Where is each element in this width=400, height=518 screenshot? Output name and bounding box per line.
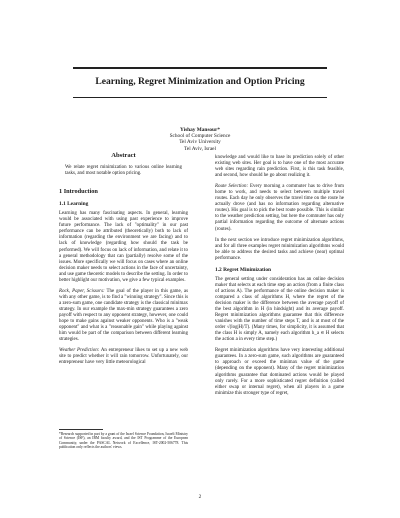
author-university: Tel Aviv University (179, 139, 221, 146)
rps-text: The goal of the player in this game, as with any other game, is to find a "winning strategy". Since this is a zero-sum game, one candidate strategy is the classical minimax strategy. In our example the max-min strategy guarantees a zero payoff with respect to any opponent strategy, however, one could hope to make gains against weaker opponents. Who is a "weak opponent" and what is a "reasonable gain" while playing against him would be part of the comparison between different learning strategies. (59, 288, 188, 343)
paragraph-rock-paper-scissors (59, 289, 188, 343)
footnote-rule (59, 429, 103, 430)
abstract-text: We relate regret minimization to various online learning tasks, and most notable option pricing. (65, 165, 182, 177)
paragraph-zero-sum: Regret minimization algorithms have very interesting additional guarantees. In a zero-sum game, such algorithms are guaranteed to approach or exceed the minimax value of the game (depending on the opponent). Many of the regret minimization algorithms guarantee that dominated actions would be played only rarely. For a more sophisticated regret definition (called either swap or internal regret), when all players in a game minimize this stronger type of regret, (215, 348, 344, 396)
subsection-heading-learning: 1.1 Learning (59, 201, 89, 208)
weather-text: An entrepreneur likes to set up a new web site to predict whether it will rain tomorrow. Unfortunately, our entrepreneur have very little meteorological (59, 348, 188, 366)
author-dept: School of Computer Science (169, 133, 231, 140)
title-bottom-rule (73, 97, 327, 98)
page-number: 2 (198, 494, 202, 500)
paper-title: Learning, Regret Minimization and Option Pricing (95, 76, 305, 87)
paragraph-next-section: In the next section we introduce regret minimization algorithms, and for all three examples regret minimization algorithms would be able to address the desired tasks and achieve (near) optimal performance. (215, 237, 344, 261)
route-text: Every morning a commuter has to drive from home to work, and needs to select between multiple travel routes. Each day he only observes the travel time on the route he actually drove (and has no information regarding alternative routes). His goal is to pick the best route possible. This is similar to the weather prediction setting, but here the commuter has only partial information regarding the outcome of alternate actions (routes). (215, 184, 344, 232)
paragraph-route-selection (215, 184, 344, 232)
author-block (0, 127, 400, 152)
right-column (215, 155, 344, 402)
paragraph-weather-prediction (59, 348, 188, 366)
paragraph-regret-setting: The general setting under consideration has an online decision maker that selects at each time step an action (from a finite class of actions A). The performance of the online decision maker is compared a class of algorithms H, where the regret of the decision maker is the difference between the average payoff of the best algorithm in H (in hindsight) and its average payoff. Regret minimization algorithms guarantee that this difference vanishes with the number of time steps T, and is at most of the order √(log|H|/T). (Many times, for simplicity, it is assumed that the class H is simply A, namely each algorithm h_a ∈ H selects the action a in every time step.) (215, 276, 344, 343)
author-name: Yishay Mansour* (180, 127, 220, 133)
footnote: *Research supported in part by a grant of the Israel Science Foundation, Israeli Ministry of Science (ISF), an IBM faculty award, and the IST Programme of the European Community, under the PASCAL Network of Excellence, IST-2002-506778. This publication only reflects the authors' views. (59, 432, 188, 449)
title-top-rule (73, 67, 327, 69)
runin-label-weather: Weather Prediction: (59, 348, 100, 354)
runin-label-route: Route Selection: (215, 184, 249, 190)
author-city: Tel Aviv, Israel (184, 145, 216, 152)
paragraph-learning: Learning has many fascinating aspects. In general, learning would be associated with using past experience to improve future performance. The lack of "optimality" in our past performance can be attributed (theoretically) both to lack of information (regarding the environment we are facing) and to lack of knowledge (regarding how should the task be performed). We will focus on lack of information, and relate it to a general methodology that can (partially) resolve some of the issues. More specifically we will focus on cases where an online decision maker needs to select actions in the face of uncertainty, and use game theoretic models to describe the setting. In order to better highlight our motivation, we give a few typical examples. (59, 211, 188, 283)
paragraph-continued: knowledge and would like to base its prediction solely of other existing web sites. Her goal is to have one of the most accurate web sites regarding rain prediction. First, is this task feasible, and second, how should he go about realizing it. (215, 155, 344, 179)
runin-label-rps: Rock, Paper, Scissors: (59, 288, 105, 294)
left-column (59, 153, 188, 371)
section-heading-introduction: 1 Introduction (59, 188, 98, 196)
subsection-heading-regret: 1.2 Regret Minimization (215, 266, 272, 273)
abstract-heading: Abstract (111, 152, 136, 159)
